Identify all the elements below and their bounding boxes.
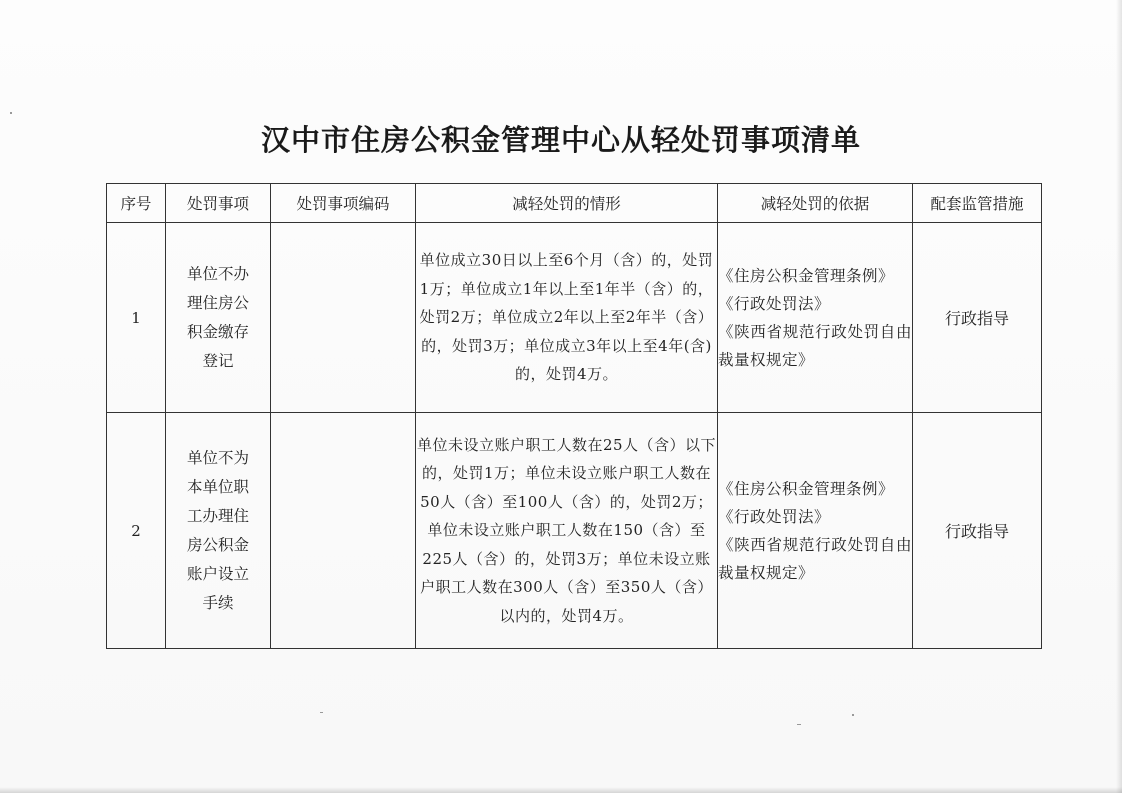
scan-speck <box>320 712 323 713</box>
basis-line: 《行政处罚法》 <box>718 294 831 313</box>
header-code: 处罚事项编码 <box>271 184 416 223</box>
header-circumstances: 减轻处罚的情形 <box>416 184 718 223</box>
row-item-cell <box>166 413 271 649</box>
scan-speck <box>797 724 801 725</box>
row-item: 单位不为本单位职工办理住房公积金账户设立手续 <box>186 448 249 612</box>
document-title: 汉中市住房公积金管理中心从轻处罚事项清单 <box>260 123 861 157</box>
row-circumstances: 单位成立30日以上至6个月（含）的，处罚1万；单位成立1年以上至1年半（含）的，处罚2万；单位成立2年以上至2年半（含）的，处罚3万；单位成立3年以上至4年(含)的，处罚4万。 <box>416 223 718 413</box>
row-measure: 行政指导 <box>913 413 1042 649</box>
scan-speck <box>10 112 12 114</box>
table-row <box>107 223 1042 413</box>
row-code <box>271 413 416 649</box>
header-basis: 减轻处罚的依据 <box>718 184 913 223</box>
row-measure: 行政指导 <box>913 223 1042 413</box>
table-row <box>107 413 1042 649</box>
row-code <box>271 223 416 413</box>
scan-speck <box>852 714 854 716</box>
row-seq: 1 <box>107 223 166 413</box>
scan-shadow-bottom <box>0 787 1122 793</box>
row-item-cell <box>166 223 271 413</box>
basis-line: 《住房公积金管理条例》 <box>718 266 895 285</box>
table-header <box>107 184 1042 223</box>
row-item: 单位不办理住房公积金缴存登记 <box>186 264 249 370</box>
basis-line: 《行政处罚法》 <box>718 507 831 526</box>
row-basis <box>718 413 913 649</box>
row-basis <box>718 223 913 413</box>
basis-line: 《陕西省规范行政处罚自由裁量权规定》 <box>718 322 912 369</box>
header-measure: 配套监管措施 <box>913 184 1042 223</box>
table-body <box>107 223 1042 649</box>
row-circumstances: 单位未设立账户职工人数在25人（含）以下的，处罚1万；单位未设立账户职工人数在50人（含）至100人（含）的，处罚2万；单位未设立账户职工人数在150（含）至225人（含）的，处罚3万；单位未设立账户职工人数在300人（含）至350人（含）以内的，处罚4万。 <box>416 413 718 649</box>
penalty-list-table <box>106 183 1042 649</box>
basis-line: 《住房公积金管理条例》 <box>718 479 895 498</box>
header-row <box>107 184 1042 223</box>
header-seq: 序号 <box>107 184 166 223</box>
row-seq: 2 <box>107 413 166 649</box>
header-item: 处罚事项 <box>166 184 271 223</box>
basis-line: 《陕西省规范行政处罚自由裁量权规定》 <box>718 535 912 582</box>
